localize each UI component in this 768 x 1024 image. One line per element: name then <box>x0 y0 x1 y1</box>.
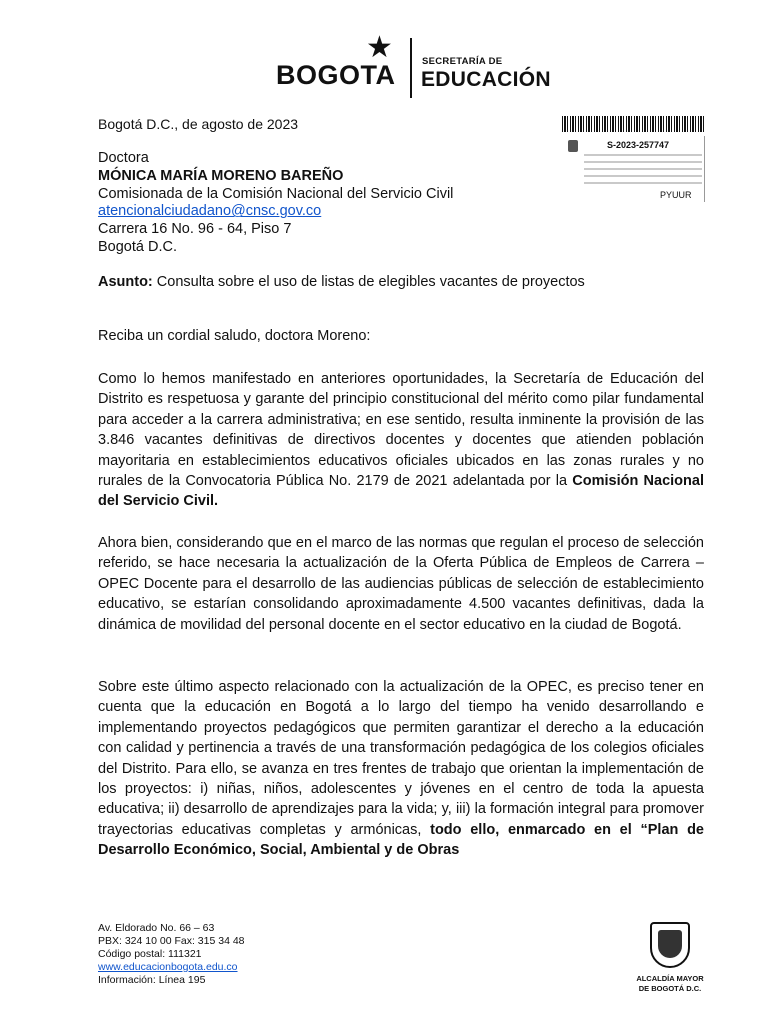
paragraph-1-text: Como lo hemos manifestado en anteriores oportunidades, la Secretaría de Educación del Distrito es respetuosa y garante del principio constitucional del mérito como pilar fundamental para acceder a la carrera administrativa; en ese sentido, resulta inminente la provisión de las 3.846 vacantes definitivas de directivos docentes y docentes que atienden población mayoritaria en establecimientos educativos oficiales ubicados en las zonas rurales y no rurales de la Convocatoria Pública No. 2179 de 2021 adelantada por la <box>98 371 704 490</box>
seal-icon <box>568 140 578 152</box>
coat-of-arms-icon <box>650 922 690 968</box>
addressee-address: Carrera 16 No. 96 - 64, Piso 7 <box>98 221 292 238</box>
star-icon: ★ <box>366 31 393 64</box>
footer-phone: PBX: 324 10 00 Fax: 315 34 48 <box>98 935 245 947</box>
alcaldia-line-2: DE BOGOTÁ D.C. <box>638 984 702 993</box>
footer-postal: Código postal: 111321 <box>98 948 202 960</box>
body-paragraph-1 <box>98 369 704 512</box>
stamp-border <box>704 136 705 202</box>
secretaria-label: SECRETARÍA DE <box>422 56 503 67</box>
radicado-number: S-2023-257747 <box>607 140 670 150</box>
radicado-stamp <box>562 116 706 204</box>
addressee-role: Comisionada de la Comisión Nacional del Servicio Civil <box>98 185 454 202</box>
educacion-label: EDUCACIÓN <box>421 68 551 91</box>
subject-line <box>98 274 585 290</box>
greeting: Reciba un cordial saludo, doctora Moreno: <box>98 328 371 344</box>
alcaldia-logo <box>628 920 718 1000</box>
alcaldia-line-1: ALCALDÍA MAYOR <box>636 974 704 983</box>
barcode-icon <box>562 116 706 132</box>
bogota-education-logo <box>270 31 551 102</box>
verification-code: PYUUR <box>660 190 692 200</box>
footer-contact <box>98 922 245 987</box>
body-paragraph-2 <box>98 533 704 635</box>
body-paragraph-3 <box>98 677 704 861</box>
addressee-city: Bogotá D.C. <box>98 238 177 255</box>
addressee-name: MÓNICA MARÍA MORENO BAREÑO <box>98 167 344 184</box>
logo-divider <box>410 38 412 98</box>
footer-website-link[interactable]: www.educacionbogota.edu.co <box>98 961 238 973</box>
addressee-email-link[interactable]: atencionalciudadano@cnsc.gov.co <box>98 203 322 220</box>
paragraph-1-bold: Comisión Nacional del Servicio Civil. <box>98 473 704 510</box>
footer-address: Av. Eldorado No. 66 – 63 <box>98 922 215 934</box>
subject-text: Consulta sobre el uso de listas de elegibles vacantes de proyectos <box>152 274 585 290</box>
addressee-block <box>98 150 453 257</box>
paragraph-2-text: Ahora bien, considerando que en el marco de las normas que regulan el proceso de selección referido, se hace necesaria la actualización de la Oferta Pública de Empleos de Carrera – OPEC Docente para el desarrollo de las audiencias públicas de selección de establecimiento educativo, se estarían consolidando aproximadamente 4.500 vacantes definitivas, dada la dinámica de movilidad del personal docente en el sector educativo en la ciudad de Bogotá. <box>98 535 704 633</box>
subject-label: Asunto: <box>98 274 153 290</box>
bogota-wordmark: BOGOTA <box>276 60 396 90</box>
paragraph-3-bold: todo ello, enmarcado en el “Plan de Desarrollo Económico, Social, Ambiental y de Obras <box>98 821 705 859</box>
stamp-fine-print <box>584 154 702 189</box>
paragraph-3-text: Sobre este último aspecto relacionado con la actualización de la OPEC, es preciso tener en cuenta que la educación en Bogotá a lo largo del tiempo ha venido desarrollando e implementando proyectos pedagógicos que permiten garantizar el derecho a la educación con calidad y pertinencia a través de una transformación pedagógica de los colegios oficiales del Distrito. Para ello, se avanza en tres frentes de trabajo que orientan la implementación de los proyectos: i) niñas, niños, adolescentes y jóvenes en el centro de toda la apuesta educativa; ii) desarrollo de aprendizajes para la vida; y, iii) la formación integral para promover trayectorias educativas completas y armónicas, <box>98 679 704 838</box>
addressee-title: Doctora <box>98 150 149 166</box>
letter-date: Bogotá D.C., de agosto de 2023 <box>98 116 299 132</box>
footer-info: Información: Línea 195 <box>98 974 206 986</box>
